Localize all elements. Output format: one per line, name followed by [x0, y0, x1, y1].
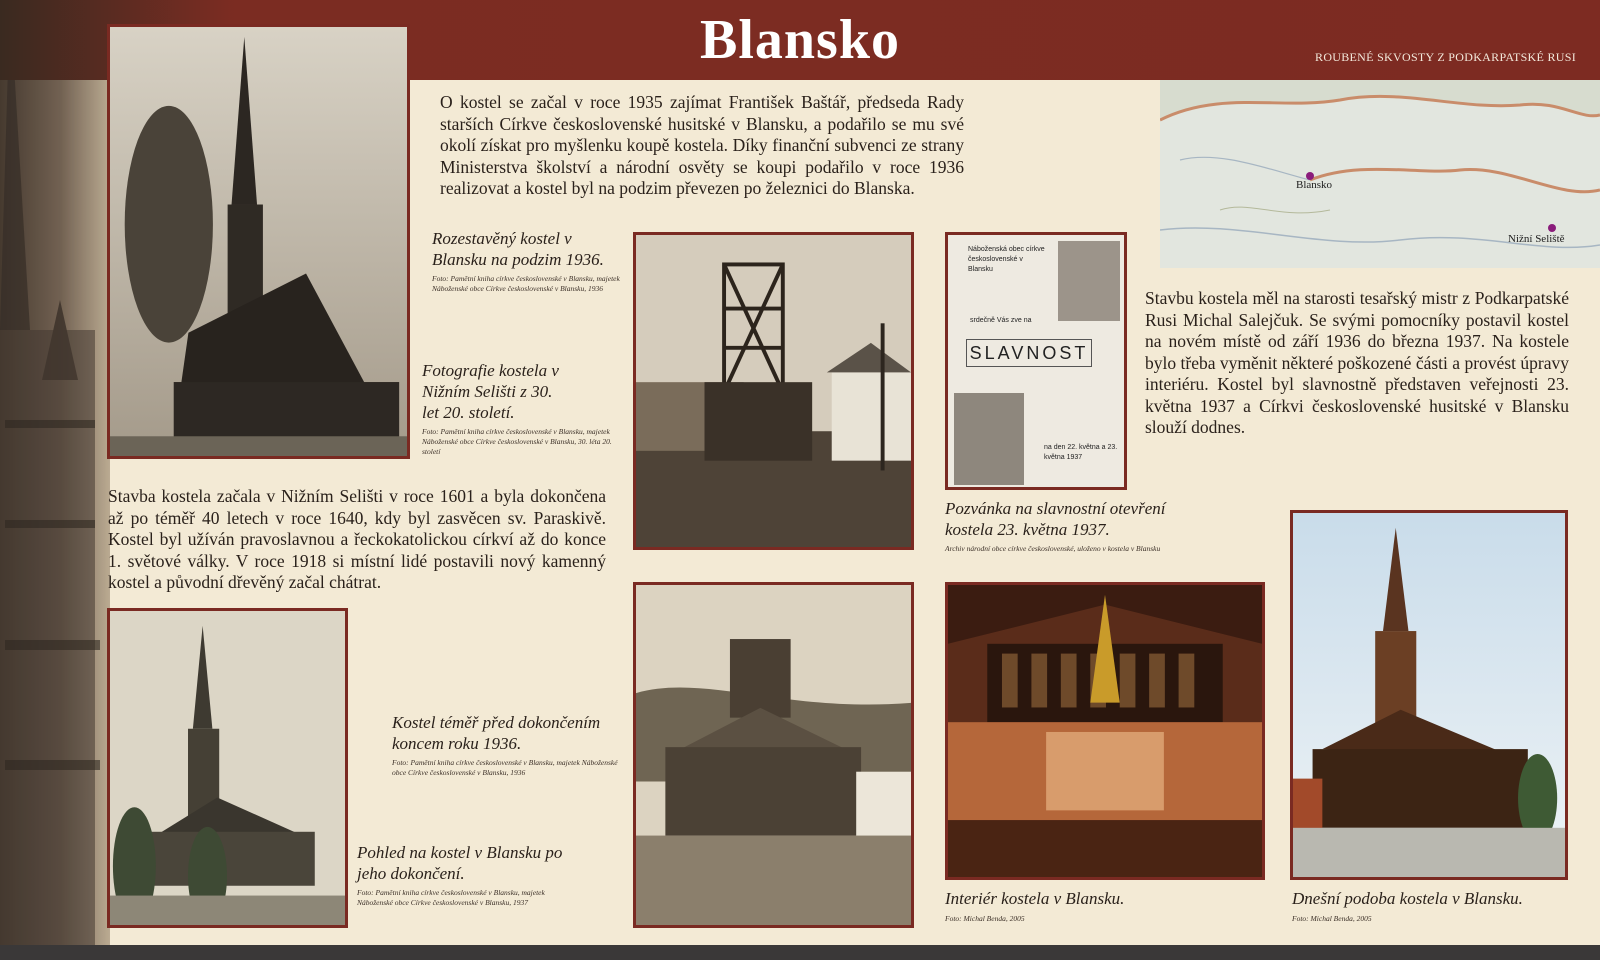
invitation-greeting: srdečně Vás zve na [970, 317, 1032, 324]
photo-almost-done [633, 582, 914, 928]
map [1160, 80, 1600, 268]
caption-selisti-credit: Foto: Pamětní kniha církve československé v Blansku, majetek Náboženské obce Církve československé v Blansku, 30. léta 20. století [422, 427, 612, 456]
caption-today-credit: Foto: Michal Benda, 2005 [1292, 914, 1372, 923]
caption-interior-credit: Foto: Michal Benda, 2005 [945, 914, 1025, 923]
invitation-church-image [1058, 241, 1120, 321]
caption-view-title: Pohled na kostel v Blansku po jeho dokončení. [357, 843, 563, 883]
photo-selisti-church [107, 24, 410, 459]
photo-invitation [945, 232, 1127, 490]
caption-invitation-title: Pozvánka na slavnostní otevření kostela 23. května 1937. [945, 499, 1166, 539]
photo-construction [633, 232, 914, 550]
invitation-org: Náboženská obec církve československé v Blansku [968, 246, 1045, 273]
invitation-date: na den 22. května a 23. května 1937 [1044, 444, 1118, 461]
page-title: Blansko [700, 9, 900, 71]
builder-text: Stavbu kostela měl na starosti tesařský mistr z Podkarpatské Rusi Michal Salejčuk. Se svými pomocníky postavil kostel na novém místě od září 1936 do března 1937. Na kostele bylo třeba vyměnit některé poškozené části a provést úpravy interiéru. Kostel byl slavnostně představen veřejnosti 23. května 1937 a Církvi československé husitské v Blansku slouží dodnes. [1145, 288, 1569, 437]
caption-today [1292, 888, 1582, 924]
caption-invitation-credit: Archiv národní obce církve československé, uloženo v kostela v Blansku [945, 544, 1161, 553]
invitation-word: SLAVNOST [966, 339, 1092, 367]
invitation-church-image-2 [954, 393, 1024, 485]
map-label-blansko: Blansko [1296, 179, 1333, 191]
caption-almost-done-credit: Foto: Pamětní kniha církve československé v Blansku, majetek Náboženské obce Církve československé v Blansku, 1936 [392, 758, 618, 777]
map-label-selisti: Nižní Seliště [1508, 233, 1565, 245]
caption-selisti-title: Fotografie kostela v Nižním Selišti z 30. let 20. století. [422, 361, 559, 422]
caption-invitation [945, 498, 1195, 554]
caption-interior-title: Interiér kostela v Blansku. [945, 889, 1125, 908]
intro-text: O kostel se začal v roce 1935 zajímat František Baštář, předseda Rady starších Církve československé husitské v Blansku, a podařilo se mu své okolí získat pro myšlenku koupě kostela. Díky finanční subvenci ze strany Ministerstva školství a národní osvěty se koupi podařilo v roce 1936 realizovat a kostel byl na podzim převezen po železnici do Blanska. [440, 92, 964, 198]
caption-selisti [422, 360, 612, 457]
photo-interior [945, 582, 1265, 880]
caption-almost-done [392, 712, 620, 778]
caption-interior [945, 888, 1245, 924]
caption-view-credit: Foto: Pamětní kniha církve československé v Blansku, majetek Náboženské obce Církve československé v Blansku, 1937 [357, 888, 545, 907]
caption-construction-credit: Foto: Pamětní kniha církve československé v Blansku, majetek Náboženské obce Církve československé v Blansku, 1936 [432, 274, 620, 293]
footer-bar [0, 945, 1600, 960]
caption-view [357, 842, 575, 908]
history-text: Stavba kostela začala v Nižním Selišti v roce 1601 a byla dokončena až po téměř 40 letech v roce 1640, kdy byl zasvěcen sv. Paraskivě. Kostel byl užíván pravoslavnou a řeckokatolickou církví až do konce 1. světové války. V roce 1918 si místní lidé postavili nový kamenný kostel a původní dřevěný začal chátrat. [108, 486, 606, 592]
photo-view-completed [107, 608, 348, 928]
series-title: ROUBENÉ SKVOSTY Z PODKARPATSKÉ RUSI [1315, 50, 1576, 64]
photo-today [1290, 510, 1568, 880]
caption-almost-done-title: Kostel téměř před dokončením koncem roku 1936. [392, 713, 601, 753]
left-church-strip [0, 0, 110, 945]
caption-today-title: Dnešní podoba kostela v Blansku. [1292, 889, 1523, 908]
caption-construction [432, 228, 628, 294]
caption-construction-title: Rozestavěný kostel v Blansku na podzim 1936. [432, 229, 604, 269]
